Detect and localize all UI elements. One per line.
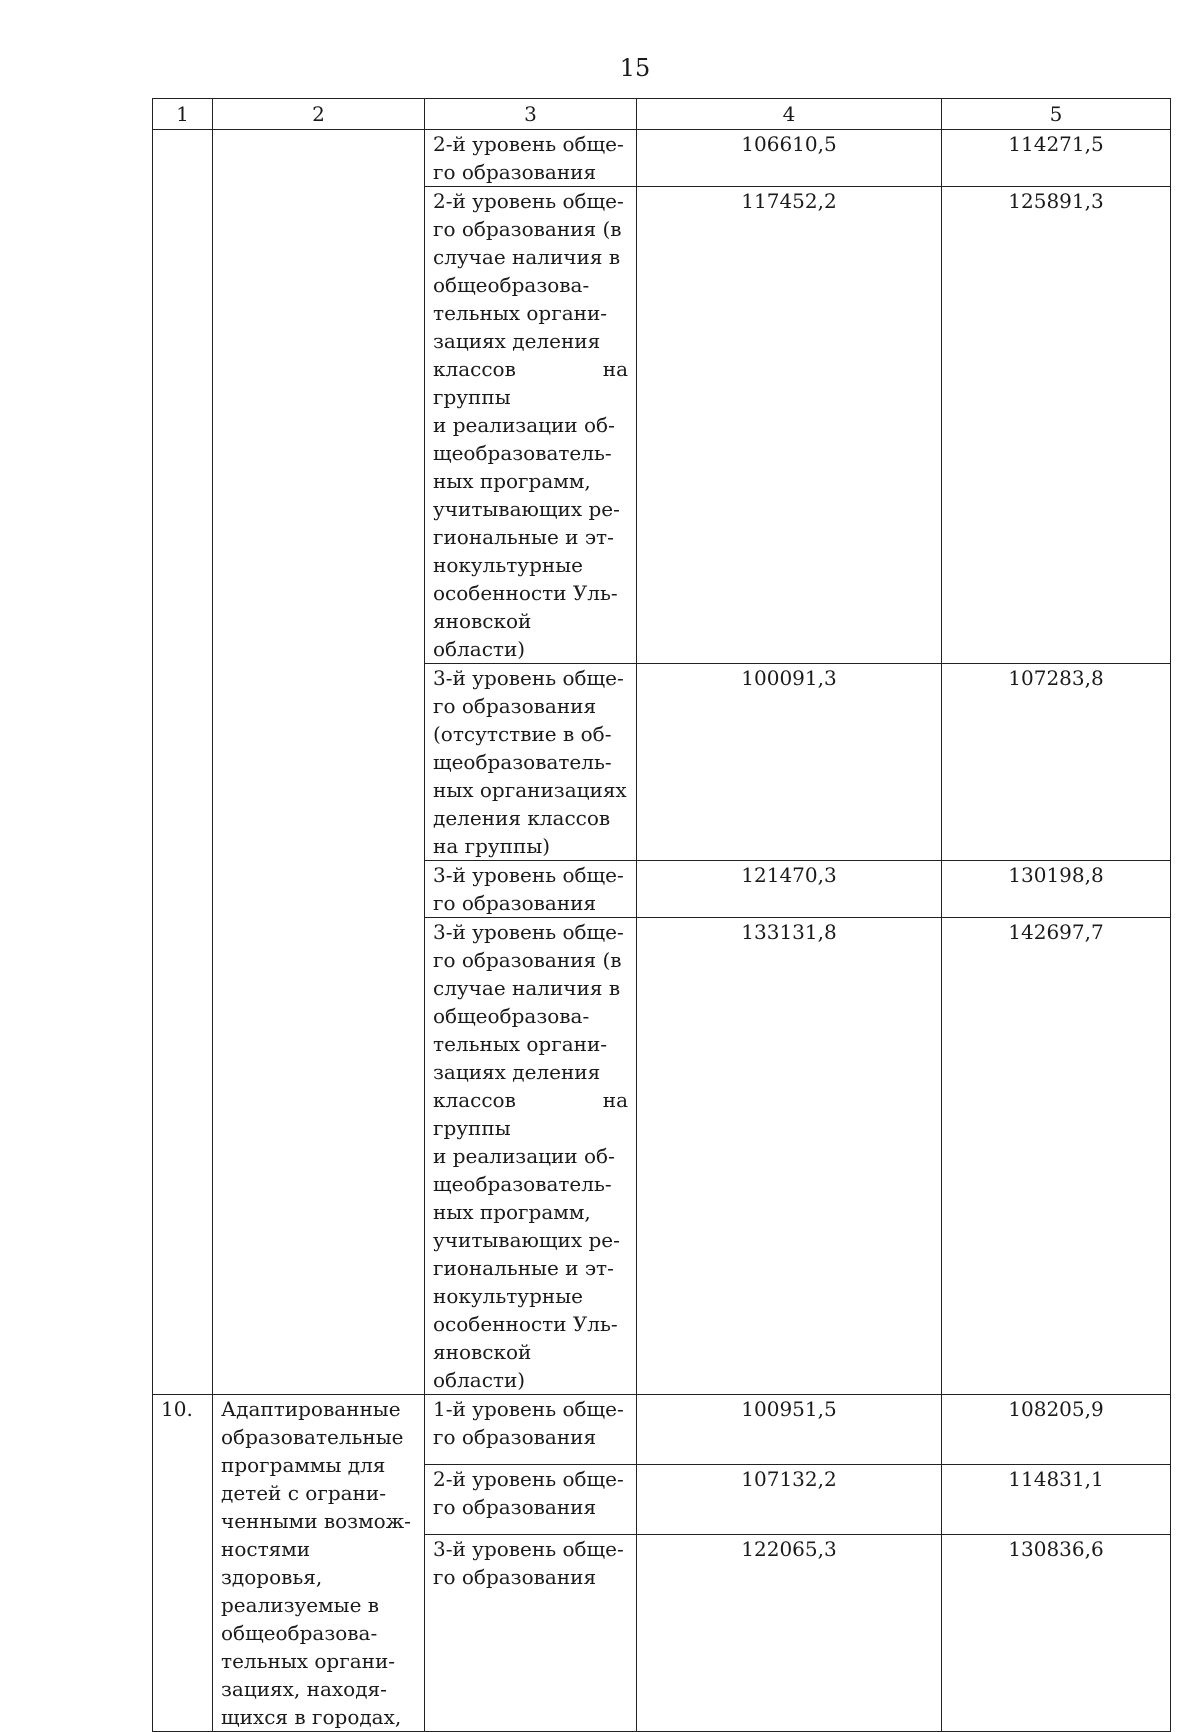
value-col-4: 133131,8 <box>637 918 942 1395</box>
value-col-4: 117452,2 <box>637 187 942 664</box>
value-col-5: 130198,8 <box>942 861 1171 918</box>
value-col-5: 114271,5 <box>942 130 1171 187</box>
header-col-5: 5 <box>942 99 1171 130</box>
index-cell-empty <box>153 130 213 1395</box>
program-cell: Адаптированные образовательные программы для детей с ограни- ченными возмож- ностями здоровья, реализуемые в общеобразова- тельных органи- зациях, находя- щихся в городах, <box>213 1395 425 1732</box>
header-row <box>153 99 1171 130</box>
level-cell: 1-й уровень обще- го образования <box>425 1395 637 1465</box>
level-cell: 2-й уровень обще- го образования <box>425 1465 637 1535</box>
level-cell: 3-й уровень обще- го образования (отсутствие в об- щеобразователь- ных организациях деления классов на группы) <box>425 664 637 861</box>
header-col-4: 4 <box>637 99 942 130</box>
table-row <box>153 1395 1171 1465</box>
level-cell: 3-й уровень обще- го образования <box>425 861 637 918</box>
value-col-4: 107132,2 <box>637 1465 942 1535</box>
level-cell: 2-й уровень обще- го образования <box>425 130 637 187</box>
index-cell: 10. <box>153 1395 213 1732</box>
level-cell: 3-й уровень обще- го образования (в случае наличия в общеобразова- тельных органи- зациях деления классов на группы и реализации об- щеобразователь- ных программ, учитывающих ре- гиональные и эт- нокультурные особенности Уль- яновской области) <box>425 918 637 1395</box>
value-col-5: 108205,9 <box>942 1395 1171 1465</box>
header-col-1: 1 <box>153 99 213 130</box>
header-col-2: 2 <box>213 99 425 130</box>
level-cell: 3-й уровень обще- го образования <box>425 1535 637 1732</box>
value-col-5: 107283,8 <box>942 664 1171 861</box>
value-col-5: 142697,7 <box>942 918 1171 1395</box>
header-col-3: 3 <box>425 99 637 130</box>
value-col-4: 100091,3 <box>637 664 942 861</box>
value-col-5: 125891,3 <box>942 187 1171 664</box>
value-col-5: 114831,1 <box>942 1465 1171 1535</box>
program-cell-empty <box>213 130 425 1395</box>
value-col-4: 106610,5 <box>637 130 942 187</box>
value-col-4: 121470,3 <box>637 861 942 918</box>
value-col-5: 130836,6 <box>942 1535 1171 1732</box>
page-number: 15 <box>619 54 651 82</box>
value-col-4: 100951,5 <box>637 1395 942 1465</box>
tariff-table <box>152 98 1171 1732</box>
table-row <box>153 130 1171 187</box>
level-cell: 2-й уровень обще- го образования (в случае наличия в общеобразова- тельных органи- зациях деления классов на группы и реализации об- щеобразователь- ных программ, учитывающих ре- гиональные и эт- нокультурные особенности Уль- яновской области) <box>425 187 637 664</box>
value-col-4: 122065,3 <box>637 1535 942 1732</box>
